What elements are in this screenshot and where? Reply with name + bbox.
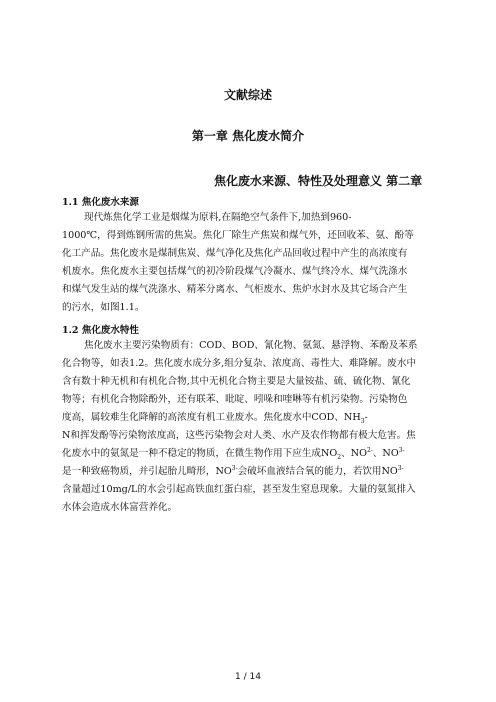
paragraph-line: 水体会造成水体富营养化。 [62, 502, 178, 513]
superscript: 3- [397, 464, 404, 472]
line-text: 度高，属较难生化降解的高浓度有机工业废水。焦化废水中COD、NH [62, 412, 361, 423]
paragraph-line: 现代炼焦化学工业是烟煤为原料,在隔绝空气条件下,加热到960- [84, 212, 352, 223]
superscript: 3- [398, 446, 405, 454]
paragraph-line [62, 448, 405, 460]
chapter-2-heading: 焦化废水来源、特性及处理意义 第二章 [214, 174, 423, 188]
paragraph-line [62, 412, 368, 424]
line-text: 会破坏血液结合氧的能力，若饮用NO [237, 466, 398, 477]
subscript: 3 [360, 417, 365, 425]
paragraph-line: 含有数十种无机和有机化合物,其中无机化合物主要是大量铵盐、硫、硫化物、氰化 [62, 376, 411, 387]
paragraph-line: 机废水。焦化废水主要包括煤气的初冷阶段煤气冷凝水、煤气终冷水、煤气洗涤水 [62, 266, 408, 277]
line-text: - [364, 412, 368, 423]
line-text: 化废水中的氨氮是一种不稳定的物质，在微生物作用下应生成NO [62, 448, 338, 459]
paragraph-line: 化合物等，如表1.2。焦化废水成分多,组分复杂、浓度高、毒性大、难降解。废水中 [62, 358, 417, 369]
paragraph-line: 的污水，如图1.1。 [62, 302, 145, 313]
paragraph-line: N和挥发酚等污染物浓度高，这些污染物会对人类、水产及农作物都有极大危害。焦 [62, 430, 416, 441]
line-text: 、NO [341, 448, 367, 459]
page-number: 1 / 14 [235, 672, 261, 682]
superscript: 2- [366, 446, 373, 454]
paragraph-line [62, 466, 404, 478]
paragraph-line: 焦化废水主要污染物质有：COD、BOD、氰化物、氨氮、悬浮物、苯酚及苯系 [84, 340, 418, 351]
paragraph-line: 含量超过10mg/L的水会引起高铁血红蛋白症，甚至发生窒息现象。大量的氨氮排入 [62, 484, 416, 495]
chapter-1-heading: 第一章 焦化废水简介 [191, 129, 305, 143]
paragraph-line: 和煤气发生站的煤气洗涤水、精苯分离水、气柜废水、焦炉水封水及其它场合产生 [62, 284, 408, 295]
superscript: 3- [231, 464, 238, 472]
section-1-1-heading: 1.1 焦化废水来源 [62, 197, 139, 208]
paragraph-line: 物等；有机化合物除酚外，还有联苯、吡啶、吲哚和喹啉等有机污染物。污染物色 [62, 394, 408, 405]
paragraph-line: 1000℃，得到炼钢所需的焦炭。焦化厂除生产焦炭和煤气外，还回收苯、氨、酚等 [62, 230, 414, 241]
section-1-2-heading: 1.2 焦化废水特性 [62, 325, 139, 336]
document-title: 文献综述 [223, 88, 272, 102]
line-text: 、NO [372, 448, 399, 459]
subscript: 2 [337, 453, 342, 461]
line-text: 是一种致癌物质，并引起胎儿畸形，NO [62, 466, 232, 477]
paragraph-line: 化工产品。焦化废水是煤制焦炭、煤气净化及焦化产品回收过程中产生的高浓度有 [62, 248, 408, 259]
